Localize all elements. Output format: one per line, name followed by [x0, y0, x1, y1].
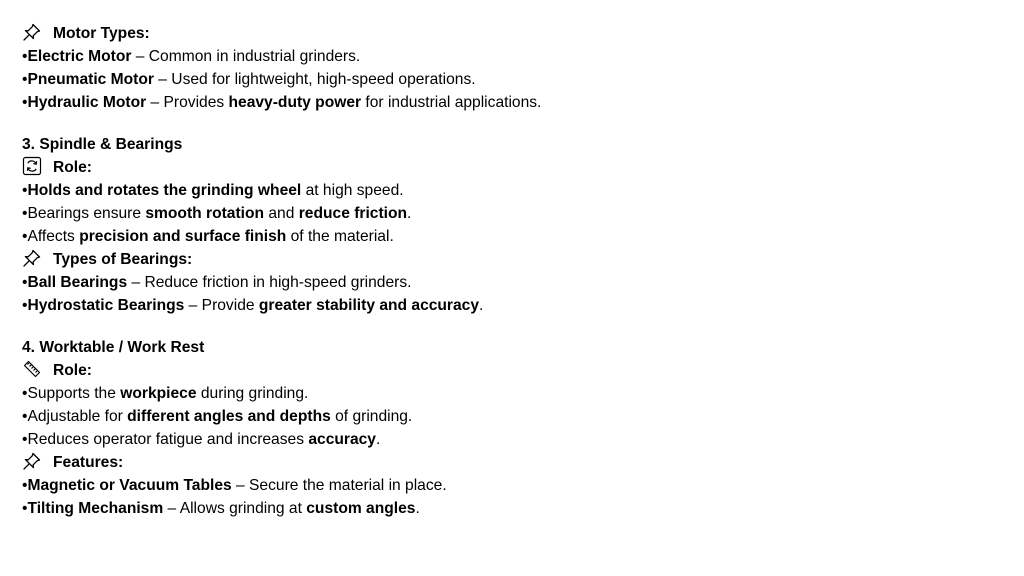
list-item: •Holds and rotates the grinding wheel at high speed.: [22, 182, 404, 199]
features-heading: Features:: [22, 451, 1002, 474]
list-item: •Ball Bearings – Reduce friction in high-speed grinders.: [22, 274, 412, 291]
list-item: •Supports the workpiece during grinding.: [22, 385, 309, 402]
list-item: •Hydrostatic Bearings – Provide greater stability and accuracy.: [22, 297, 484, 314]
list-item: •Magnetic or Vacuum Tables – Secure the material in place.: [22, 477, 447, 494]
section-title: 3. Spindle & Bearings: [22, 136, 183, 153]
pushpin-icon: [22, 451, 46, 471]
list-item: •Adjustable for different angles and depths of grinding.: [22, 408, 413, 425]
section-title: 4. Worktable / Work Rest: [22, 339, 205, 356]
list-item: •Bearings ensure smooth rotation and reduce friction.: [22, 205, 412, 222]
ruler-icon: [22, 359, 46, 379]
list-item: •Hydraulic Motor – Provides heavy-duty power for industrial applications.: [22, 94, 542, 111]
list-item: •Affects precision and surface finish of the material.: [22, 228, 394, 245]
list-item: •Tilting Mechanism – Allows grinding at custom angles.: [22, 500, 420, 517]
role-heading: Role:: [22, 156, 1002, 179]
list-item: •Reduces operator fatigue and increases accuracy.: [22, 431, 381, 448]
list-item: •Pneumatic Motor – Used for lightweight, high-speed operations.: [22, 71, 476, 88]
slide-content: [22, 22, 1002, 520]
motor-types-heading: Motor Types:: [22, 22, 1002, 45]
pushpin-icon: [22, 22, 46, 42]
bearing-types-heading: Types of Bearings:: [22, 248, 1002, 271]
role-heading: Role:: [22, 359, 1002, 382]
list-item: •Electric Motor – Common in industrial grinders.: [22, 48, 361, 65]
pushpin-icon: [22, 248, 46, 268]
rotate-arrows-icon: [22, 156, 46, 176]
